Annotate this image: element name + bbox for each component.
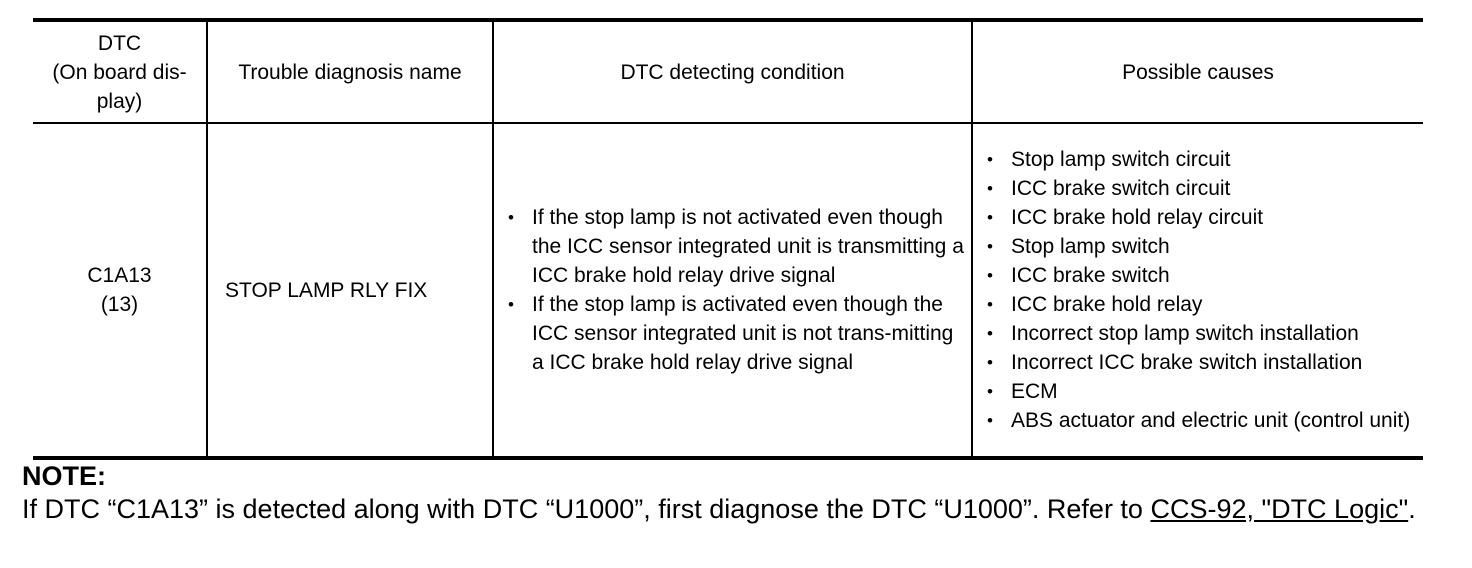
dtc-number: (13) bbox=[100, 293, 139, 316]
header-detecting-condition: DTC detecting condition bbox=[493, 20, 972, 123]
header-dtc-line: (On board dis- bbox=[52, 60, 187, 84]
cause-item: • Incorrect ICC brake switch installation bbox=[973, 348, 1423, 377]
causes-list bbox=[973, 145, 1423, 435]
dtc-table bbox=[33, 18, 1423, 460]
cause-item: • ICC brake switch circuit bbox=[973, 174, 1423, 203]
header-possible-causes: Possible causes bbox=[972, 20, 1423, 123]
cause-item: • ICC brake hold relay bbox=[973, 290, 1423, 319]
trouble-name-cell: STOP LAMP RLY FIX bbox=[207, 123, 493, 458]
dtc-cell bbox=[33, 123, 207, 458]
table-row bbox=[33, 123, 1423, 458]
note-title: NOTE: bbox=[22, 461, 106, 491]
header-row bbox=[33, 20, 1423, 123]
header-trouble-diagnosis-name: Trouble diagnosis name bbox=[207, 20, 493, 123]
note-end: . bbox=[1408, 494, 1416, 524]
cause-item: • ABS actuator and electric unit (control unit) bbox=[973, 406, 1423, 435]
condition-cell bbox=[493, 123, 972, 458]
condition-item: • If the stop lamp is not activated even though the ICC sensor integrated unit is transmitting a ICC brake hold relay drive signal bbox=[494, 203, 971, 290]
header-dtc-line: DTC bbox=[97, 31, 142, 55]
cause-item: • Stop lamp switch bbox=[973, 232, 1423, 261]
cause-item: • ICC brake switch bbox=[973, 261, 1423, 290]
note-text: If DTC “C1A13” is detected along with DTC “U1000”, first diagnose the DTC “U1000”. Refer to bbox=[22, 494, 1151, 524]
cause-item: • ICC brake hold relay circuit bbox=[973, 203, 1423, 232]
causes-cell bbox=[972, 123, 1423, 458]
cause-item: • Stop lamp switch circuit bbox=[973, 145, 1423, 174]
header-dtc bbox=[33, 20, 207, 123]
cause-item: • Incorrect stop lamp switch installation bbox=[973, 319, 1423, 348]
condition-list bbox=[494, 203, 971, 377]
dtc-code: C1A13 bbox=[87, 264, 152, 287]
note-section bbox=[22, 460, 1442, 526]
note-body bbox=[22, 493, 1442, 526]
dtc-logic-link[interactable]: CCS-92, "DTC Logic" bbox=[1150, 494, 1409, 524]
header-dtc-line: play) bbox=[96, 89, 143, 113]
cause-item: • ECM bbox=[973, 377, 1423, 406]
condition-item: • If the stop lamp is activated even though the ICC sensor integrated unit is not trans-mitting a ICC brake hold relay drive signal bbox=[494, 290, 971, 377]
